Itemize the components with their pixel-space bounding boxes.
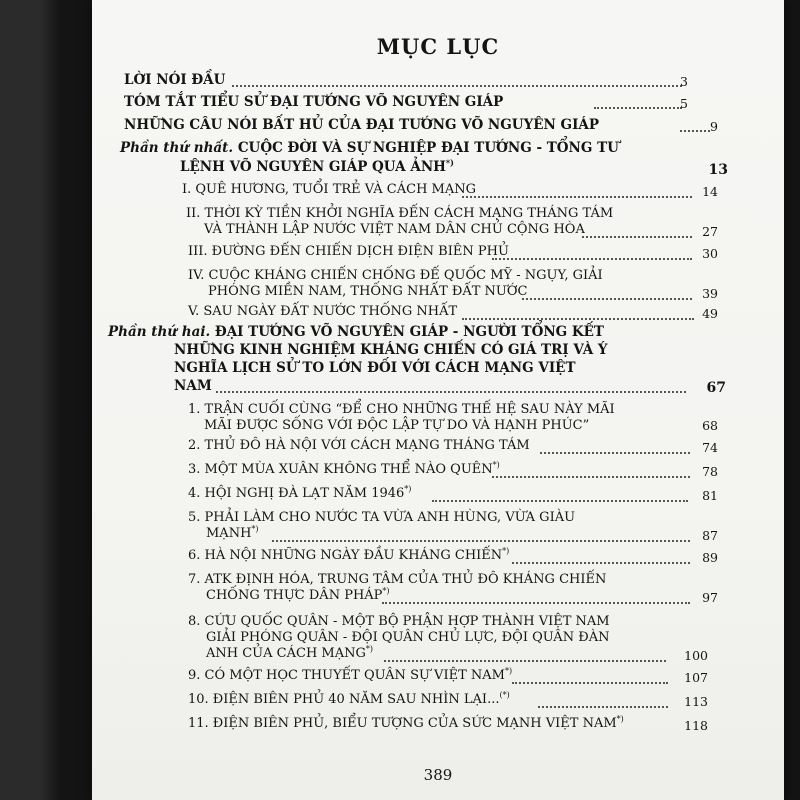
toc-page-number: 100: [684, 648, 708, 663]
toc-entry-label: [188, 462, 500, 478]
toc-page-number: 5: [680, 96, 688, 111]
toc-page-number: 74: [702, 440, 718, 455]
toc-entry-label: 2. THỦ ĐÔ HÀ NỘI VỚI CÁCH MẠNG THÁNG TÁM: [188, 438, 530, 453]
footnote-mark: *): [365, 644, 373, 654]
toc-entry-label: [206, 588, 390, 604]
part-heading-line: NHỮNG KINH NGHIỆM KHÁNG CHIẾN CÓ GIÁ TRỊ VÀ Ý: [174, 342, 608, 358]
toc-page-number: 118: [684, 718, 708, 733]
leader-dots: [462, 316, 694, 320]
toc-entry-text: ANH CỦA CÁCH MẠNG: [206, 646, 366, 661]
page-number: 389: [423, 766, 453, 784]
footnote-mark: *): [445, 157, 454, 168]
toc-entry-label: 7. ATK ĐỊNH HÓA, TRUNG TÂM CỦA THỦ ĐÔ KHÁNG CHIẾN: [188, 572, 607, 587]
leader-dots: [232, 83, 682, 87]
toc-entry-label: [206, 526, 259, 542]
toc-entry-text: CHỐNG THỰC DÂN PHÁP: [206, 588, 383, 603]
toc-page-number: 27: [702, 224, 718, 239]
leader-dots: [384, 658, 666, 662]
toc-page-number: 49: [702, 306, 718, 321]
toc-entry-text: 6. HÀ NỘI NHỮNG NGÀY ĐẦU KHÁNG CHIẾN: [188, 548, 503, 563]
footnote-mark: *): [504, 666, 513, 676]
part-title: CUỘC ĐỜI VÀ SỰ NGHIỆP ĐẠI TƯỚNG - TỔNG TƯ: [237, 140, 619, 156]
toc-page-number: 89: [702, 550, 718, 565]
part-heading-line: [120, 140, 619, 156]
toc-entry-text: 9. CÓ MỘT HỌC THUYẾT QUÂN SỰ VIỆT NAM: [188, 668, 505, 683]
leader-dots: [492, 474, 690, 478]
toc-entry-label: [188, 668, 512, 684]
toc-page-number: 39: [702, 286, 718, 301]
leader-dots: [432, 498, 688, 502]
leader-dots: [540, 450, 690, 454]
footnote-mark: (*): [499, 690, 510, 700]
leader-dots: [512, 560, 690, 564]
footnote-mark: *): [492, 460, 500, 470]
leader-dots: [216, 389, 686, 393]
toc-page-number: 81: [702, 488, 718, 503]
toc-entry-text: 11. ĐIỆN BIÊN PHỦ, BIỂU TƯỢNG CỦA SỨC MẠNH VIỆT NAM: [188, 716, 617, 731]
leader-dots: [492, 256, 692, 260]
toc-entry-label: 1. TRẬN CUỐI CÙNG “ĐỂ CHO NHỮNG THẾ HỆ SAU NÀY MÃI: [188, 402, 615, 417]
footnote-mark: *): [382, 586, 390, 596]
toc-page-number: 68: [702, 418, 718, 433]
toc-page-number: 30: [702, 246, 718, 261]
part-heading-line: [108, 324, 604, 340]
leader-dots: [582, 234, 692, 238]
toc-page-number: 3: [680, 74, 688, 89]
toc-entry-label: IV. CUỘC KHÁNG CHIẾN CHỐNG ĐẾ QUỐC MỸ - NGỤY, GIẢI: [188, 268, 603, 283]
toc-entry-label: I. QUÊ HƯƠNG, TUỔI TRẺ VÀ CÁCH MẠNG: [182, 182, 477, 197]
footnote-mark: *): [251, 524, 259, 534]
toc-page-number: 87: [702, 528, 718, 543]
book-page: [92, 0, 784, 800]
toc-entry-label: [206, 646, 373, 662]
footnote-mark: *): [616, 714, 624, 724]
toc-entry-text: 4. HỘI NGHỊ ĐÀ LẠT NĂM 1946: [188, 486, 405, 501]
part-title: LỆNH VÕ NGUYÊN GIÁP QUA ẢNH: [180, 159, 446, 175]
toc-entry-label: TÓM TẮT TIỂU SỬ ĐẠI TƯỚNG VÕ NGUYÊN GIÁP: [124, 94, 504, 110]
toc-page-number: 9: [710, 119, 718, 134]
toc-page-number: 113: [684, 694, 708, 709]
toc-entry-label: MÃI ĐƯỢC SỐNG VỚI ĐỘC LẬP TỰ DO VÀ HẠNH PHÚC”: [204, 418, 590, 433]
toc-entry-label: PHÓNG MIỀN NAM, THỐNG NHẤT ĐẤT NƯỚC: [208, 284, 528, 299]
leader-dots: [382, 600, 690, 604]
toc-page-number: 13: [708, 162, 728, 178]
toc-entry-label: II. THỜI KỲ TIỀN KHỞI NGHĨA ĐẾN CÁCH MẠNG THÁNG TÁM: [186, 206, 614, 221]
toc-page-number: 14: [702, 184, 718, 199]
toc-page-number: 67: [706, 380, 726, 396]
part-prefix: Phần thứ nhất.: [120, 140, 234, 156]
footnote-mark: *): [404, 484, 412, 494]
footnote-mark: *): [502, 546, 510, 556]
toc-entry-label: [188, 486, 411, 502]
leader-dots: [462, 194, 692, 198]
toc-entry-label: [188, 716, 624, 732]
leader-dots: [522, 296, 692, 300]
toc-entry-label: LỜI NÓI ĐẦU: [124, 72, 226, 88]
toc-entry-label: GIẢI PHÓNG QUÂN - ĐỘI QUÂN CHỦ LỰC, ĐỘI QUÂN ĐÀN: [206, 630, 610, 645]
leader-dots: [538, 704, 668, 708]
toc-page-number: 107: [684, 670, 708, 685]
toc-entry-text: MẠNH: [206, 526, 252, 541]
toc-entry-label: V. SAU NGÀY ĐẤT NƯỚC THỐNG NHẤT: [188, 304, 458, 319]
leader-dots: [272, 538, 690, 542]
toc-entry-label: III. ĐƯỜNG ĐẾN CHIẾN DỊCH ĐIỆN BIÊN PHỦ: [188, 244, 509, 259]
part-heading-line: NAM: [174, 378, 212, 394]
toc-entry-text: 10. ĐIỆN BIÊN PHỦ 40 NĂM SAU NHÌN LẠI...: [188, 692, 500, 707]
toc-entry-text: 3. MỘT MÙA XUÂN KHÔNG THỂ NÀO QUÊN: [188, 462, 493, 477]
toc-page-number: 97: [702, 590, 718, 605]
toc-entry-label: [188, 692, 510, 708]
toc-page-number: 78: [702, 464, 718, 479]
part-heading-line: [180, 159, 454, 175]
part-heading-line: NGHĨA LỊCH SỬ TO LỚN ĐỐI VỚI CÁCH MẠNG VIỆT: [174, 360, 576, 376]
leader-dots: [512, 680, 668, 684]
toc-entry-label: [188, 548, 509, 564]
toc-entry-label: NHỮNG CÂU NÓI BẤT HỦ CỦA ĐẠI TƯỚNG VÕ NGUYÊN GIÁP: [124, 117, 600, 133]
part-prefix: Phần thứ hai.: [108, 324, 211, 340]
toc-entry-label: 5. PHẢI LÀM CHO NƯỚC TA VỪA ANH HÙNG, VỪA GIÀU: [188, 510, 576, 525]
page-title: MỤC LỤC: [376, 34, 500, 59]
toc-entry-label: VÀ THÀNH LẬP NƯỚC VIỆT NAM DÂN CHỦ CỘNG HÒA: [204, 222, 585, 237]
part-title: ĐẠI TƯỚNG VÕ NGUYÊN GIÁP - NGƯỜI TỔNG KẾT: [214, 324, 604, 340]
toc-entry-label: 8. CỨU QUỐC QUÂN - MỘT BỘ PHẬN HỢP THÀNH VIỆT NAM: [188, 614, 610, 629]
